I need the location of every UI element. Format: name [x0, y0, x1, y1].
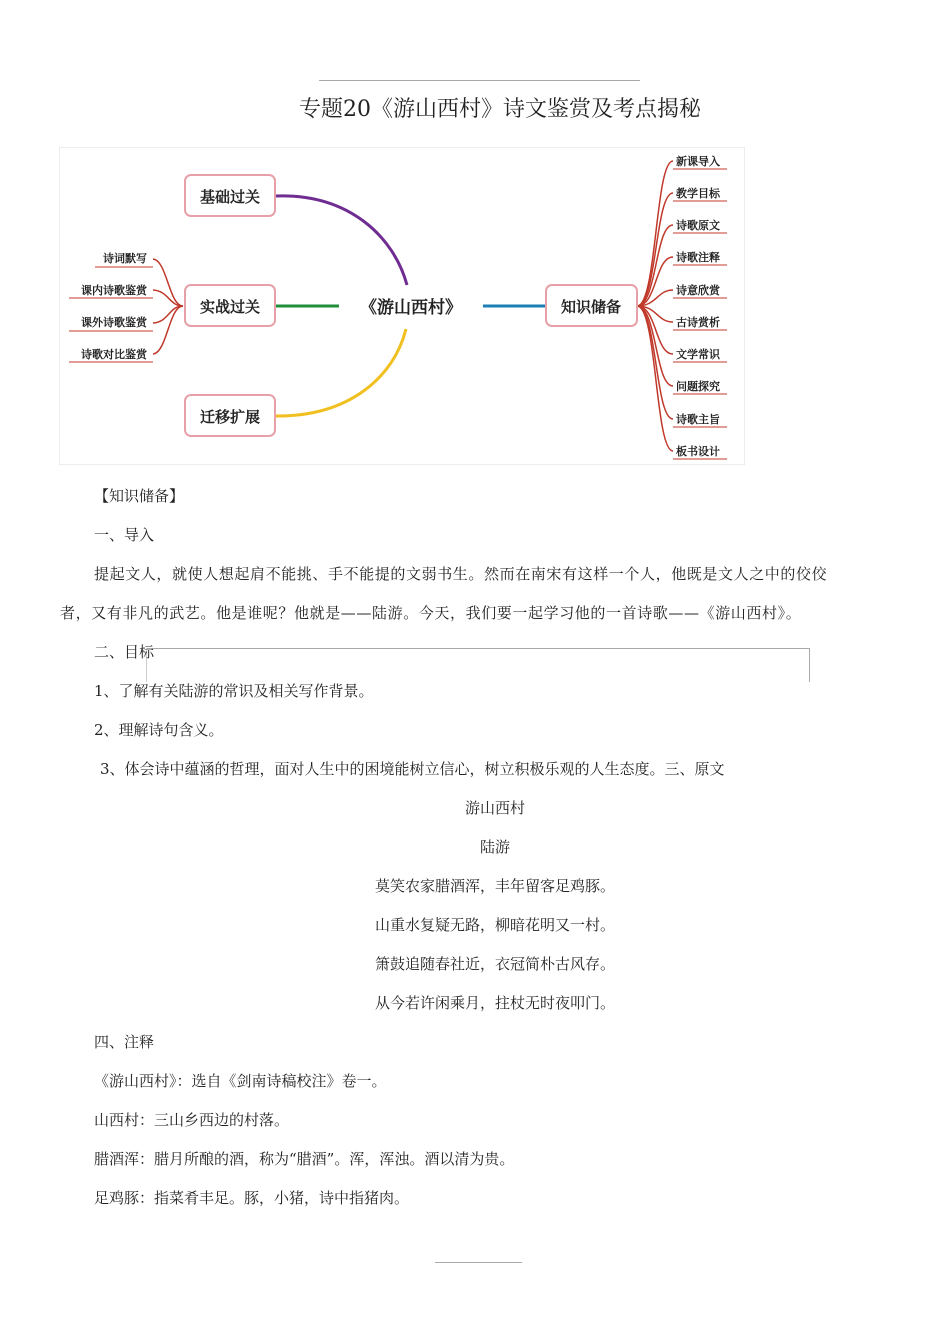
left-leaf-0: 诗词默写 — [103, 252, 147, 265]
right-leaf-1: 教学目标 — [676, 187, 720, 200]
goal-item-3: 3、体会诗中蕴涵的哲理，面对人生中的困境能树立信心，树立积极乐观的人生态度。三、原文 — [100, 760, 725, 778]
footer-rule — [435, 1262, 522, 1263]
left-leaf-2: 课外诗歌鉴赏 — [81, 316, 147, 329]
right-leaf-5: 古诗赏析 — [676, 316, 720, 329]
poem-line-1: 莫笑农家腊酒浑，丰年留客足鸡豚。 — [374, 877, 615, 895]
note-item-2: 山西村：三山乡西边的村落。 — [94, 1111, 290, 1129]
poem-line-2: 山重水复疑无路，柳暗花明又一村。 — [374, 916, 615, 934]
right-leaf-4: 诗意欣赏 — [676, 284, 720, 297]
header-rule — [146, 648, 810, 649]
note-item-3: 腊酒浑：腊月所酿的酒，称为“腊酒”。浑，浑浊。酒以清为贵。 — [94, 1150, 515, 1168]
mind-map — [59, 147, 745, 465]
left-leaf-1: 课内诗歌鉴赏 — [81, 284, 147, 297]
node-label-qianyi: 迁移扩展 — [199, 408, 261, 426]
right-leaf-0: 新课导入 — [676, 155, 720, 168]
right-leaf-8: 诗歌主旨 — [676, 413, 720, 426]
poem-line-4: 从今若许闲乘月，拄杖无时夜叩门。 — [374, 994, 615, 1012]
note-item-4: 足鸡豚：指菜肴丰足。豚，小猪，诗中指猪肉。 — [94, 1189, 410, 1207]
poem-author: 陆游 — [479, 838, 510, 856]
intro-paragraph-line-2: 者，又有非凡的武艺。他是谁呢？他就是——陆游。今天，我们要一起学习他的一首诗歌——《游山西村》。 — [60, 604, 802, 622]
goal-item-1: 1、了解有关陆游的常识及相关写作背景。 — [94, 682, 374, 700]
node-label-zhishi: 知识储备 — [560, 298, 622, 316]
poem-title: 游山西村 — [464, 799, 525, 817]
top-rule — [319, 80, 640, 81]
right-leaf-6: 文学常识 — [676, 348, 720, 361]
right-leaf-7: 问题探究 — [676, 380, 720, 393]
mind-map-svg — [59, 147, 745, 465]
goal-item-2: 2、理解诗句含义。 — [94, 721, 224, 739]
page-title: 专题20《游山西村》诗文鉴赏及考点揭秘 — [299, 97, 701, 122]
section-heading: 【知识储备】 — [94, 487, 185, 505]
right-leaf-9: 板书设计 — [676, 445, 720, 458]
intro-heading: 一、导入 — [94, 526, 155, 544]
node-label-center: 《游山西村》 — [360, 298, 462, 318]
notes-heading: 四、注释 — [94, 1033, 155, 1051]
intro-paragraph-line-1: 提起文人，就使人想起肩不能挑、手不能提的文弱书生。然而在南宋有这样一个人，他既是文人之中的佼佼 — [94, 565, 828, 583]
node-label-jichu: 基础过关 — [199, 188, 261, 206]
node-label-shizhan: 实战过关 — [199, 298, 261, 316]
right-leaf-2: 诗歌原文 — [676, 219, 720, 232]
goal-heading: 二、目标 — [94, 643, 155, 661]
left-leaf-3: 诗歌对比鉴赏 — [81, 348, 147, 361]
poem-line-3: 箫鼓追随春社近，衣冠简朴古风存。 — [374, 955, 615, 973]
header-rule-tick — [809, 648, 810, 682]
note-item-1: 《游山西村》：选自《剑南诗稿校注》卷一。 — [94, 1072, 387, 1090]
right-leaf-3: 诗歌注释 — [676, 251, 720, 264]
